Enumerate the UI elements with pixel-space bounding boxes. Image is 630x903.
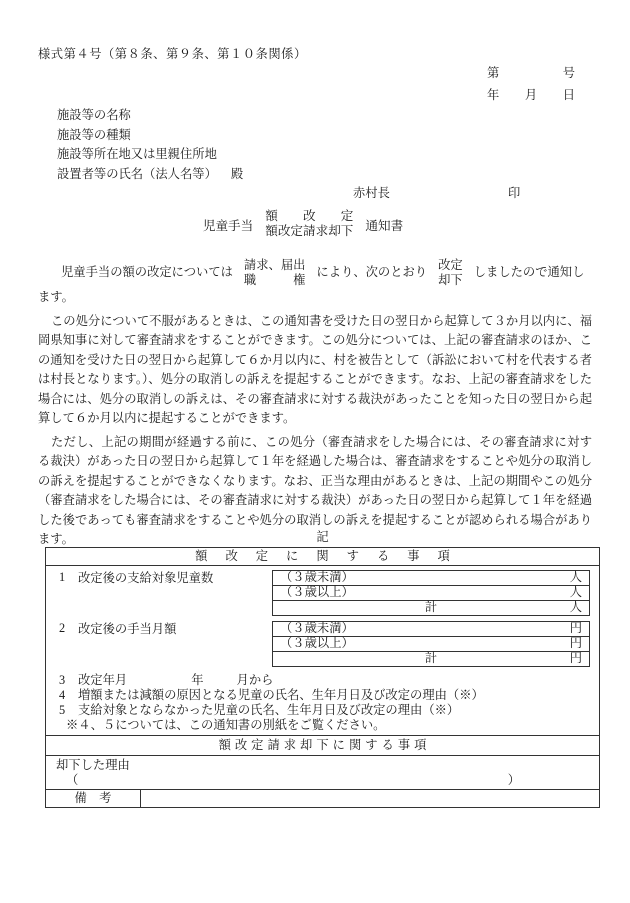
appeal-paragraph-1: この処分について不服があるときは、この通知書を受けた日の翌日から起算して３か月以内に、福岡県知事に対して審査請求をすることができます。この処分については、上記の審査請求のほか、この通知を受けた日の翌日から起算して６か月以内に、村を被告として（訴訟において村を代表する者は村長となります。）、処分の取消しの訴えを提起することができます。なお、上記の審査請求をした場合には、処分の取消しの訴えは、その審査請求に対する裁決があったことを知った日の翌日から起算して６か月以内に提起することができます。 [38,313,592,425]
rejection-reason-cell [46,756,599,789]
date-line [487,85,575,107]
title-option-char: 改 [303,209,316,223]
row-unit: 円 [569,621,582,635]
title-option-stack [265,209,353,239]
item3-number: 3 [59,673,66,687]
appeal-paragraph-2: ただし、上記の期間が経過する前に、この処分（審査請求をした場合には、その審査請求に対する裁決）があった日の翌日から起算して１年を経過した場合は、審査請求をすることや処分の取消しの訴えを提起することができなくなります。なお、正当な理由があるときは、上記の期間やこの処分（審査請求をした場合には、その審査請求に対する裁決）があった日の翌日から起算して１年を経過した後であっても審査請求をすることや処分の取消しの訴えを提起することが認められる場合があります。 [38,434,592,546]
intro-option1-stack [244,258,306,288]
issuer-name: 赤村長 [353,186,390,200]
honorific: 殿 [230,166,244,181]
title-lead: 児童手当 [202,218,254,233]
rejection-reason-blank [46,773,599,788]
remarks-blank-cell [141,790,599,807]
section1-header: 額改定に関する事項 [46,548,599,566]
document-number-date-block [487,63,575,106]
row-label: （３歳未満） [280,621,354,635]
section1-body [46,566,599,735]
recipient-block [57,106,243,184]
intro-option2-stack [438,258,463,288]
item5-row [46,703,599,718]
intro-lead: 児童手当の額の改定については [61,264,233,279]
paren-close: ） [507,773,520,787]
intro-option2-top: 改定 [438,258,463,272]
intro-option1-bottom [244,273,306,288]
item3-label: 改定年月 [78,673,128,687]
row-label: （３歳未満） [280,570,354,584]
item3-year-label: 年 [191,673,204,687]
date-day-label: 日 [562,87,575,102]
row-unit: 人 [569,585,582,599]
item4-row [46,688,599,703]
facility-name-label: 施設等の名称 [57,108,131,122]
item5-label: 支給対象とならなかった児童の氏名、生年月日及び改定の理由（※） [78,703,460,717]
document-number-line [487,63,575,85]
item2-number: 2 [59,621,66,635]
row-label: （３歳以上） [280,636,354,650]
row-label: （３歳以上） [280,585,354,599]
item3-month-label: 月から [236,673,274,687]
intro-mid: により、次のとおり [316,264,428,279]
doc-no-suffix: 号 [562,66,575,80]
item1-number: 1 [59,570,66,584]
item5-number: 5 [59,703,66,717]
row-unit: 円 [569,636,582,650]
paren-open: （ [66,773,79,787]
date-year-label: 年 [487,87,500,102]
table-row [273,622,589,636]
row-label: 計 [424,651,438,665]
form-number: 様式第４号（第８条、第９条、第１０条関係） [38,47,307,61]
document-title [0,209,618,239]
ki-marker: 記 [316,530,329,544]
item2-label: 改定後の手当月額 [78,622,177,636]
intro-option2-bottom: 却下 [438,273,463,287]
facility-address-label: 施設等所在地又は里親住所地 [57,147,217,162]
intro-tail: しましたので通知します。 [38,264,585,304]
item4-label: 増額または減額の原因となる児童の氏名、生年月日及び改定の理由（※） [78,688,484,702]
item1-row [46,570,599,616]
intro-option1-char: 職 [243,273,257,287]
rejection-reason-label: 却下した理由 [56,758,130,772]
section2-header: 額改定請求却下に関する事項 [46,735,599,756]
table-row-total [273,600,589,615]
allowance-amount-table [272,621,590,667]
notice-table [45,547,600,808]
title-option-bottom: 額改定請求却下 [265,224,354,238]
addressee-line [57,165,243,185]
doc-no-prefix: 第 [487,66,500,80]
title-option-top [265,209,353,224]
table-row [273,571,589,585]
row-label: 計 [424,600,438,614]
issuer-line [0,183,630,199]
table-row [273,585,589,600]
remarks-label: 備 考 [46,790,141,807]
title-option-char: 定 [340,209,354,223]
facility-type-label: 施設等の種類 [57,127,131,142]
item2-row [46,621,599,667]
remarks-row [46,789,599,807]
title-option-char: 額 [265,209,278,223]
row-unit: 円 [569,651,582,665]
intro-option1-char: 権 [293,273,306,287]
item4-number: 4 [59,688,66,702]
table-row [273,636,589,651]
item3-row [46,673,599,688]
owner-name-label: 設置者等の氏名（法人名等） [57,166,217,181]
row-unit: 人 [569,570,582,584]
seal-mark: 印 [508,186,521,200]
children-count-table [272,570,590,616]
intro-paragraph [38,258,592,308]
row-unit: 人 [569,600,582,614]
date-month-label: 月 [524,87,538,102]
intro-option1-top: 請求、届出 [243,258,306,272]
title-tail: 通知書 [365,218,404,233]
item1-label: 改定後の支給対象児童数 [78,571,214,585]
body-text [38,258,592,550]
footnote: ※４、５については、この通知書の別紙をご覧ください。 [66,718,386,732]
table-row-total [273,651,589,666]
